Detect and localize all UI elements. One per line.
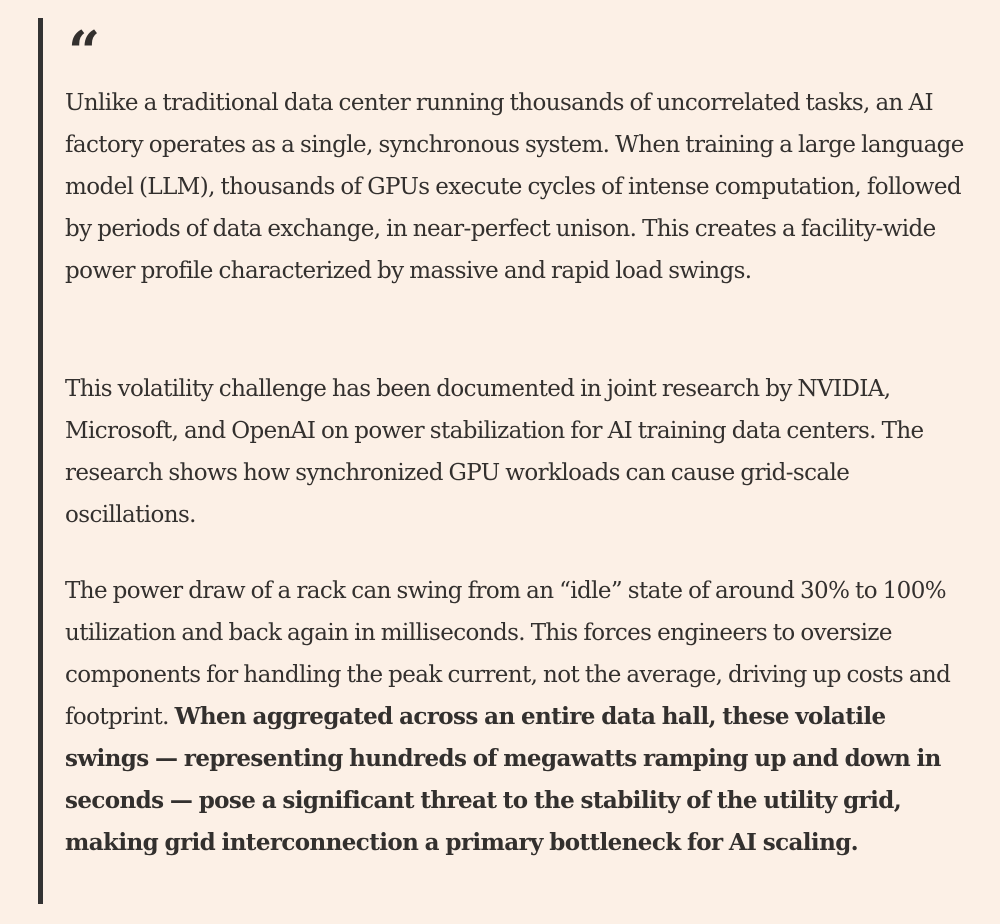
quote-paragraph-3-emphasis: When aggregated across an entire data hall, these volatile swings — representing hundreds of megawatts ramping up and down in seconds — pose a significant threat to the stability of the utility grid, making grid interconnection a primary bottleneck for AI scaling. xyxy=(65,703,941,856)
blockquote xyxy=(38,18,968,904)
quote-paragraph-2: This volatility challenge has been documented in joint research by NVIDIA, Microsoft, and OpenAI on power stabilization for AI training data centers. The research shows how synchronized GPU workloads can cause grid-scale oscillations. xyxy=(65,376,924,528)
quote-mark-icon: “ xyxy=(68,19,97,85)
quote-paragraph-1: Unlike a traditional data center running thousands of uncorrelated tasks, an AI factory operates as a single, synchronous system. When training a large language model (LLM), thousands of GPUs execute cycles of intense computation, followed by periods of data exchange, in near-perfect unison. This creates a facility-wide power profile characterized by massive and rapid load swings. xyxy=(65,90,964,284)
quote-paragraph-3 xyxy=(65,570,970,864)
quote-paragraph-3-text: The power draw of a rack can swing from an “idle” state of around 30% to 100% utilization and back again in milliseconds. This forces engineers to oversize components for handling the peak current, not the average, driving up costs and footprint. xyxy=(65,578,951,730)
